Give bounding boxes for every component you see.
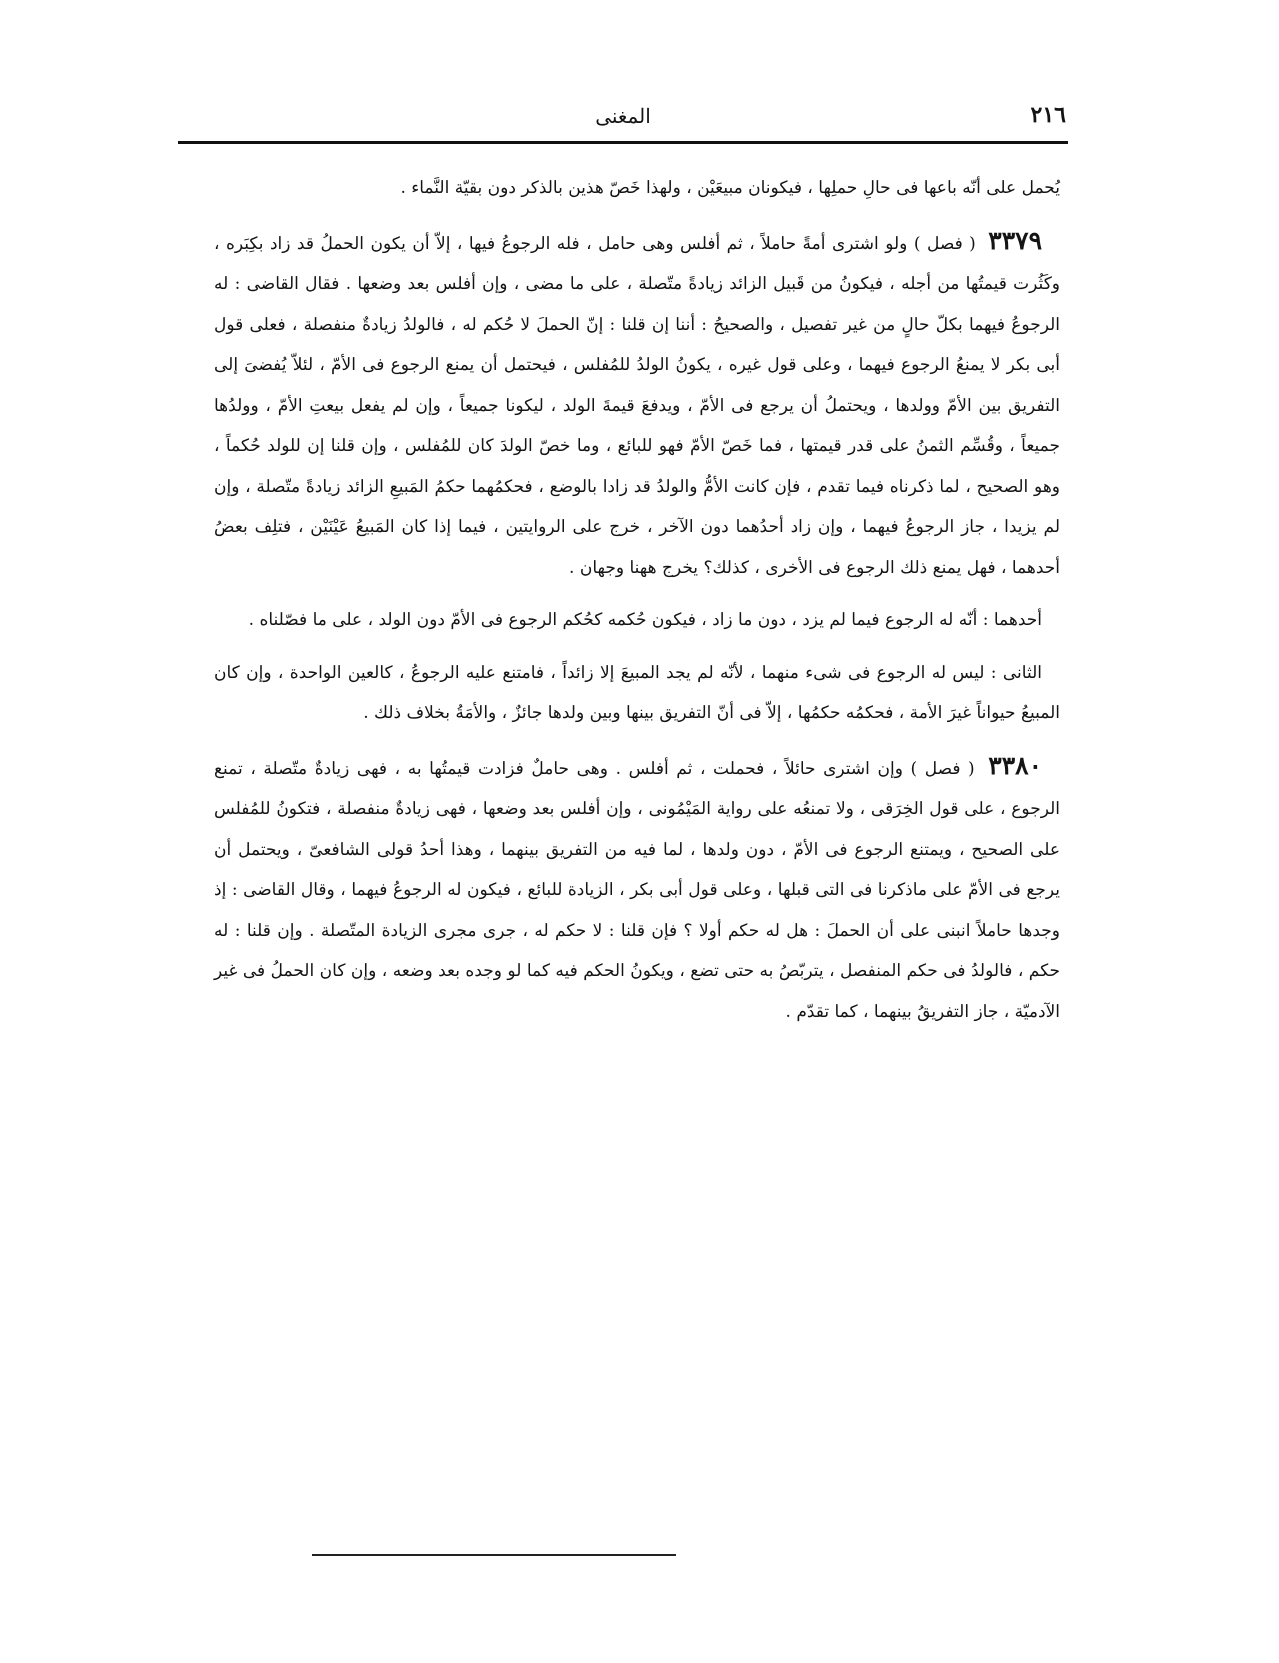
section-3379 bbox=[214, 221, 1060, 589]
page-number: ٢١٦ bbox=[1030, 102, 1066, 128]
paragraph-text: ( فصل ) ولو اشترى أمةً حاملاً ، ثم أفلس وهى حامل ، فله الرجوعُ فيها ، إلاّ أن يكون الحملُ قد زاد بكِبَره ، وكَثُرت قيمتُها من أجله ، فيكونُ من قَبيل الزائد زيادةً متّصلة ، على ما مضى ، وإن أفلس بعد وضعها . فقال القاضى : له الرجوعُ فيهما بكلّ حالٍ من غير تفصيل ، والصحيحُ : أننا إن قلنا : إنّ الحملَ لا حُكم له ، فالولدُ زيادةٌ منفصلة ، فعلى قول أبى بكر لا يمنعُ الرجوع فيهما ، وعلى قول غيره ، يكونُ الولدُ للمُفلس ، فيحتمل أن يمنع الرجوع فى الأمّ ، لئلاّ يُفضىَ إلى التفريق بين الأمّ وولدها ، ويحتملُ أن يرجع فى الأمّ ، ويدفعَ قيمةَ الولد ، ليكونا جميعاً ، وإن لم يفعل بيعتِ الأمّ ، وولدُها جميعاً ، وقُسِّم الثمنُ على قدر قيمتها ، فما خَصّ الأمّ فهو للبائع ، وما خصّ الولدَ كان للمُفلس ، وإن قلنا إن للولد حُكماً ، وهو الصحيح ، لما ذكرناه فيما تقدم ، فإن كانت الأمُّ والولدُ قد زادا بالوضع ، فحكمُهما حكمُ المَبيعِ الزائد زيادةً متّصلة ، وإن لم يزيدا ، جاز الرجوعُ فيهما ، وإن زاد أحدُهما دون الآخر ، خرج على الروايتين ، فيما إذا كان المَبيعُ عَيْنَيْن ، فتلِف بعضُ أحدهما ، فهل يمنع ذلك الرجوع فى الأخرى ، كذلك؟ يخرج ههنا وجهان . bbox=[214, 233, 1060, 578]
paragraph-text: أحدهما : أنّه له الرجوع فيما لم يزد ، دون ما زاد ، فيكون حُكمه كحُكم الرجوع فى الأمّ دون الولد ، على ما فصّلناه . bbox=[248, 610, 1042, 630]
body-text bbox=[214, 168, 1060, 1044]
book-title: المغنى bbox=[595, 104, 651, 128]
paragraph-second-view bbox=[214, 653, 1060, 734]
paragraph-continuation bbox=[214, 168, 1060, 209]
paragraph-first-view bbox=[214, 600, 1060, 641]
section-3380 bbox=[214, 746, 1060, 1033]
paragraph-text: يُحمل على أنّه باعها فى حالِ حملِها ، فيكونان مبيعَيْن ، ولهذا خَصّ هذين بالذكر دون بقيّة النَّماء . bbox=[400, 178, 1060, 198]
header-divider bbox=[178, 141, 1068, 144]
paragraph-text: الثانى : ليس له الرجوع فى شىء منهما ، لأنّه لم يجد المبيعَ إلا زائداً ، فامتنع عليه الرجوعُ ، كالعين الواحدة ، وإن كان المبيعُ حيواناً غيرَ الأمة ، فحكمُه حكمُها ، إلاّ فى أنّ التفريق بينها وبين ولدها جائزٌ ، والأمَةُ بخلاف ذلك . bbox=[214, 662, 1060, 723]
footer-divider bbox=[312, 1554, 676, 1556]
paragraph-text: ( فصل ) وإن اشترى حائلاً ، فحملت ، ثم أفلس . وهى حاملٌ فزادت قيمتُها به ، فهى زيادةٌ متّصلة ، تمنع الرجوع ، على قول الخِرَقى ، ولا تمنعُه على رواية المَيْمُونى ، وإن أفلس بعد وضعها ، فهى زيادةٌ منفصلة ، فتكونُ للمُفلس على الصحيح ، ويمتنع الرجوع فى الأمّ ، دون ولدها ، لما فيه من التفريق بينهما ، وهذا أحدُ قولى الشافعىّ ، ويحتمل أن يرجع فى الأمّ على ماذكرنا فى التى قبلها ، وعلى قول أبى بكر ، الزيادة للبائع ، فيكون له الرجوعُ فيهما ، وقال القاضى : إذ وجدها حاملاً انبنى على أن الحملَ : هل له حكم أولا ؟ فإن قلنا : لا حكم له ، جرى مجرى الزيادة المتّصلة . وإن قلنا : له حكم ، فالولدُ فى حكم المنفصل ، يتربّصُ به حتى تضع ، ويكونُ الحكم فيه كما لو وجده بعد وضعه ، وإن كان الحملُ فى غير الآدميّة ، جاز التفريقُ بينهما ، كما تقدّم . bbox=[214, 758, 1060, 1022]
section-number: ٣٣٧٩ bbox=[988, 225, 1043, 255]
page-header bbox=[180, 100, 1066, 144]
section-number: ٣٣٨٠ bbox=[988, 750, 1042, 780]
